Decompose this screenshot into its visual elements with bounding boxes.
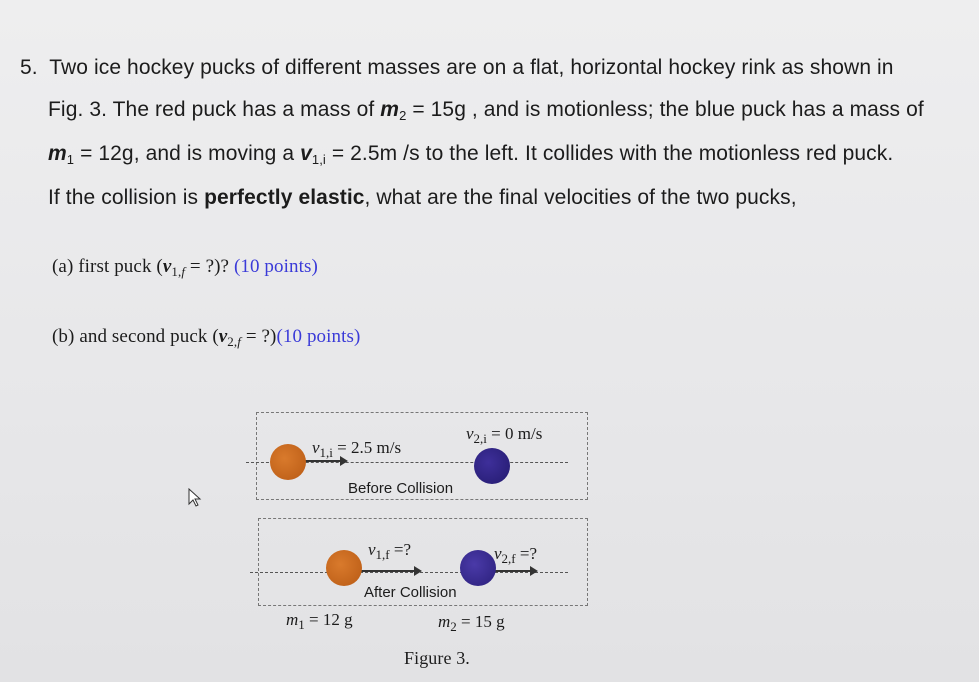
part-b: (b) and second puck ($v_{2,f}$ = ?)(10 points) <box>52 326 361 349</box>
mouse-cursor-icon <box>188 488 202 508</box>
figure-caption: Figure 3. <box>404 648 470 668</box>
red-puck-after <box>326 550 362 586</box>
blue-puck-before <box>474 448 510 484</box>
part-a: (a) first puck ($v_{1,f}$ = ?)? (10 points) <box>52 256 318 279</box>
v2i-label: $v_{2,i} = 0$ m/s <box>466 424 543 446</box>
red-puck-before <box>270 444 306 480</box>
problem-line-1: 5. Two ice hockey pucks of different masses are on a flat, horizontal hockey rink as shown in <box>20 56 894 79</box>
problem-line-2: Fig. 3. The red puck has a mass of $m_2 = 15g$ , and is motionless; the blue puck has a mass of <box>48 98 924 123</box>
v1i-label: $v_{1,i} = 2.5$ m/s <box>312 438 402 460</box>
m1-label: $m_1 = 12$ g <box>286 610 353 632</box>
v1f-label: $v_{1,f}$ =? <box>368 540 412 562</box>
m2-label: $m_2 = 15$ g <box>438 612 505 634</box>
problem-line-4: If the collision is perfectly elastic, what are the final velocities of the two pucks, <box>48 186 797 209</box>
after-velocity-arrow-1 <box>358 570 420 572</box>
after-collision-label: After Collision <box>364 584 457 601</box>
problem-line-3: $m_1 = 12g$, and is moving a $v_{1,i} = 2.5m$ /s to the left. It collides with the motionless red puck. <box>48 142 894 167</box>
before-collision-label: Before Collision <box>348 480 454 497</box>
blue-puck-after <box>460 550 496 586</box>
v2f-label: $v_{2,f}$ =? <box>494 544 538 566</box>
after-ground-line <box>250 572 568 573</box>
